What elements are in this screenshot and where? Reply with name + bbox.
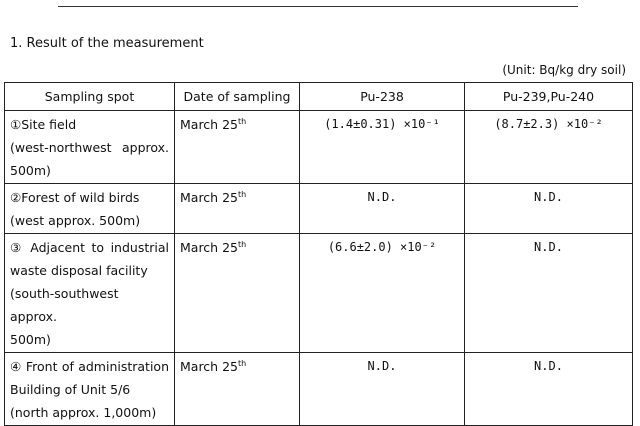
table-row bbox=[5, 111, 633, 184]
top-rule bbox=[58, 6, 578, 7]
spot-line: (south-southwest approx. bbox=[10, 286, 119, 324]
date-text: March 25 bbox=[180, 190, 238, 205]
pu-239-240-value: N.D. bbox=[465, 184, 633, 234]
date-ordinal: th bbox=[237, 116, 247, 126]
table-row bbox=[5, 234, 633, 353]
pu-239-240-value: N.D. bbox=[465, 353, 633, 426]
pu-238-value: N.D. bbox=[300, 353, 465, 426]
pu-238-value: (6.6±2.0) ×10⁻² bbox=[300, 234, 465, 353]
header-pu-239-240: Pu-239,Pu-240 bbox=[465, 83, 633, 111]
header-pu-238: Pu-238 bbox=[300, 83, 465, 111]
date-text: March 25 bbox=[180, 359, 238, 374]
date-text: March 25 bbox=[180, 240, 238, 255]
date-ordinal: th bbox=[237, 189, 247, 199]
header-sampling-spot: Sampling spot bbox=[5, 83, 175, 111]
sampling-spot-cell bbox=[5, 234, 175, 353]
spot-line: ③ Adjacent to industrial bbox=[10, 240, 169, 255]
table-row bbox=[5, 184, 633, 234]
spot-line: 500m) bbox=[10, 332, 51, 347]
table-row bbox=[5, 353, 633, 426]
pu-239-240-value: (8.7±2.3) ×10⁻² bbox=[465, 111, 633, 184]
date-cell bbox=[175, 234, 300, 353]
sampling-spot-cell bbox=[5, 353, 175, 426]
spot-line: (north approx. 1,000m) bbox=[10, 405, 157, 420]
results-table bbox=[4, 82, 633, 426]
section-title: 1. Result of the measurement bbox=[10, 36, 204, 51]
header-date-of-sampling: Date of sampling bbox=[175, 83, 300, 111]
sampling-spot-cell bbox=[5, 184, 175, 234]
spot-line: 500m) bbox=[10, 163, 51, 178]
spot-line: Building of Unit 5/6 bbox=[10, 382, 131, 397]
spot-line: ④ Front of administration bbox=[10, 359, 169, 374]
date-ordinal: th bbox=[237, 358, 247, 368]
unit-note: (Unit: Bq/kg dry soil) bbox=[502, 63, 626, 77]
date-ordinal: th bbox=[237, 239, 247, 249]
spot-line: waste disposal facility bbox=[10, 263, 148, 278]
date-cell bbox=[175, 184, 300, 234]
spot-line: ②Forest of wild birds bbox=[10, 190, 140, 205]
header-row bbox=[5, 83, 633, 111]
pu-239-240-value: N.D. bbox=[465, 234, 633, 353]
date-cell bbox=[175, 353, 300, 426]
spot-line: (west approx. 500m) bbox=[10, 213, 141, 228]
pu-238-value: (1.4±0.31) ×10⁻¹ bbox=[300, 111, 465, 184]
date-cell bbox=[175, 111, 300, 184]
pu-238-value: N.D. bbox=[300, 184, 465, 234]
spot-line: (west-northwest approx. bbox=[10, 140, 169, 155]
sampling-spot-cell bbox=[5, 111, 175, 184]
date-text: March 25 bbox=[180, 117, 238, 132]
spot-line: ①Site field bbox=[10, 117, 77, 132]
